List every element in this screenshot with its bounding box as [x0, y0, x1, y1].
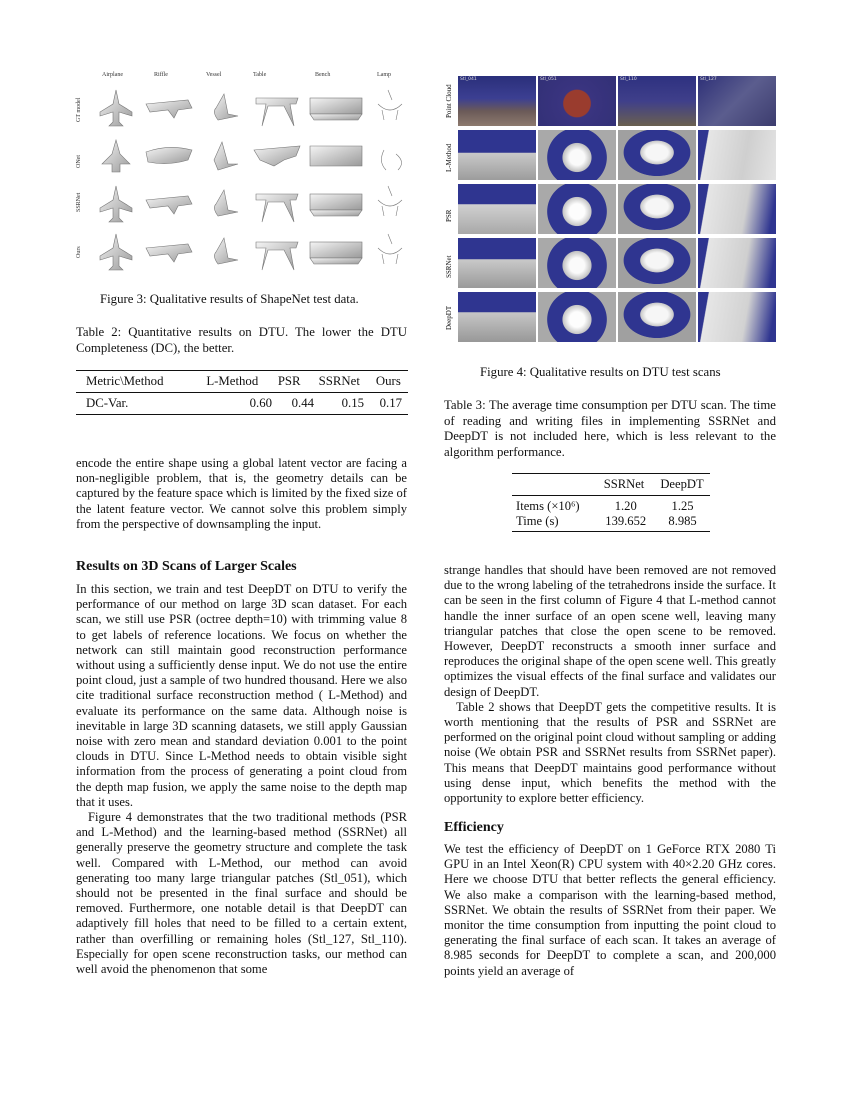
figure-4 [445, 76, 777, 346]
table-3-cell-items-ssrnet: 1.20 [614, 499, 637, 513]
fig4-ssrnet-stl127 [698, 238, 776, 288]
fig4-tag-stl051: Stl_051 [540, 77, 557, 82]
table-3-cell-items-label: Items (×10⁶) [516, 499, 580, 513]
fig3-row-onet: ONet [76, 155, 82, 168]
fig4-row-deepdt: DeepDT [445, 305, 453, 330]
table-2 [76, 370, 408, 415]
fig4-row-ssrnet: SSRNet [445, 255, 453, 278]
table-3-cell-items-deepdt: 1.25 [671, 499, 694, 513]
table-3-cell-time-deepdt: 8.985 [668, 514, 697, 528]
fig4-lmethod-stl051 [538, 130, 616, 180]
fig3-col-lamp: Lamp [377, 72, 391, 78]
fig3-row-ssrnet: SSRNet [76, 192, 82, 212]
table-2-cell-ours: 0.17 [379, 396, 402, 410]
fig4-deepdt-stl110 [618, 292, 696, 342]
right-column-body [444, 563, 776, 806]
fig4-row-lmethod: L-Method [445, 143, 453, 172]
fig4-lmethod-stl110 [618, 130, 696, 180]
fig4-psr-stl110 [618, 184, 696, 234]
fig4-tag-stl110: Stl_110 [620, 77, 637, 82]
fig4-deepdt-stl041 [458, 292, 536, 342]
fig4-lmethod-stl127 [698, 130, 776, 180]
figure-3-caption: Figure 3: Qualitative results of ShapeNet test data. [100, 292, 359, 306]
table-2-cell-metric: DC-Var. [86, 396, 129, 410]
table-2-cell-psr: 0.44 [291, 396, 314, 410]
fig3-col-vessel: Vessel [206, 72, 222, 78]
fig3-col-table: Table [253, 72, 267, 78]
table-2-caption: Table 2: Quantitative results on DTU. The lower the DTU Completeness (DC), the better. [76, 325, 407, 355]
fig4-ssrnet-stl051 [538, 238, 616, 288]
figure-4-caption: Figure 4: Qualitative results on DTU test scans [480, 365, 721, 379]
fig4-pointcloud-stl127 [698, 76, 776, 126]
table-3 [512, 473, 710, 532]
figure-3 [76, 72, 416, 282]
section-large-scales-body [76, 582, 407, 977]
table-3-cell-time-label: Time (s) [516, 514, 559, 528]
fig3-col-bench: Bench [315, 72, 331, 78]
table-3-row-time [512, 514, 710, 532]
left-para-1-text: encode the entire shape using a global latent vector are facing a non-negligible problem, that is, the geometry details can be captured by the feature space which is limited by the fixed size of the latent feature vector. We cannot solve this problem simply from the perspective of downsampling the input. [76, 456, 407, 531]
efficiency-para-1: We test the efficiency of DeepDT on 1 GeForce RTX 2080 Ti GPU in an Intel Xeon(R) CPU system with 40×2.20 GHz cores. Here we choose DTU that better reflects the general efficiency. We also make a comparison with the learning-based method, SSRNet. We obtain the results of SSRNet from their paper. We monitor the time consumption from inputting the point cloud to generating the final surface of each scan. It takes an average of 8.985 seconds for DeepDT to complete a scan, and 200,000 points yield an average of [444, 842, 776, 978]
fig4-deepdt-stl051 [538, 292, 616, 342]
fig3-col-riffle: Riffle [154, 72, 168, 78]
fig4-psr-stl127 [698, 184, 776, 234]
fig4-row-point-cloud: Point Cloud [445, 84, 453, 118]
table-3-caption: Table 3: The average time consumption per DTU scan. The time of reading and writing files in implementing SSRNet and DeepDT is not included here, which is less relevant to the algorithm performance. [444, 398, 776, 459]
fig4-row-psr: PSR [445, 209, 453, 222]
fig4-psr-stl051 [538, 184, 616, 234]
fig3-col-airplane: Airplane [102, 72, 123, 78]
table-3-header [512, 473, 710, 496]
table-2-head-ssrnet: SSRNet [318, 374, 360, 388]
table-2-head-lmethod: L-Method [206, 374, 259, 388]
table-3-row-items [512, 496, 710, 514]
table-2-cell-lmethod: 0.60 [249, 396, 272, 410]
table-2-row [76, 393, 408, 415]
table-3-head-deepdt: DeepDT [660, 477, 704, 491]
table-3-head-ssrnet: SSRNet [603, 477, 645, 491]
section-title-efficiency: Efficiency [444, 820, 504, 835]
section-efficiency-body [444, 842, 776, 979]
table-2-head-metric: Metric\Method [86, 374, 164, 388]
table-2-header [76, 370, 408, 393]
table-3-head-empty [512, 477, 594, 492]
fig4-tag-stl041: Stl_041 [460, 77, 477, 82]
right-para-2: Table 2 shows that DeepDT gets the competitive results. It is worth mentioning that the results of PSR and SSRNet are performed on the original point cloud without sampling or adding noise (We obtain PSR and SSRNet results from SSRNet paper). This means that DeepDT maintains good performance without using dense input, which benefits the method with the opportunity to explore better efficiency. [444, 699, 776, 806]
fig4-pointcloud-stl110 [618, 76, 696, 126]
fig3-shape-grid [88, 82, 418, 282]
fig4-lmethod-stl041 [458, 130, 536, 180]
fig4-psr-stl041 [458, 184, 536, 234]
fig4-deepdt-stl127 [698, 292, 776, 342]
fig4-tag-stl127: Stl_127 [700, 77, 717, 82]
fig4-ssrnet-stl041 [458, 238, 536, 288]
large-scales-para-2: Figure 4 demonstrates that the two traditional methods (PSR and L-Method) and the learning-based method (SSRNet) all generally preserve the geometry structure and complete the task well. Compared with L-Method, our method can avoid generating too many large triangular patches (Stl_051), which should not be presented in the final surface and should be removed. Furthermore, one notable detail is that DeepDT can adaptively fill holes that need to be filled to a certain extent, rather than overfilling or remaining holes (Stl_127, Stl_110). Especially for open scene reconstruction tasks, our method can well avoid the phenomenon that some [76, 810, 407, 977]
right-para-1: strange handles that should have been removed are not removed due to the wrong labeling of the tetrahedrons inside the surface. It can be seen in the first column of Figure 4 that L-method cannot handle the inner surface of an open scene well, leaving many triangular patches that close the open scene to be removed. However, DeepDT reconstructs a smooth inner surface and reproduces the original shape of the open scene well. This greatly optimizes the visual effects of the final surface and validates our design of DeepDT. [444, 563, 776, 699]
section-title-large-scales: Results on 3D Scans of Larger Scales [76, 559, 297, 574]
left-paragraph-1 [76, 456, 407, 532]
table-2-head-psr: PSR [277, 374, 301, 388]
fig4-pointcloud-stl041 [458, 76, 536, 126]
table-2-cell-ssrnet: 0.15 [341, 396, 364, 410]
fig3-row-gt-model: GT model [76, 97, 82, 122]
table-2-head-ours: Ours [375, 374, 401, 388]
fig4-ssrnet-stl110 [618, 238, 696, 288]
fig4-pointcloud-stl051 [538, 76, 616, 126]
fig3-row-ours: Ours [76, 246, 82, 258]
table-3-cell-time-ssrnet: 139.652 [605, 514, 647, 528]
large-scales-para-1: In this section, we train and test DeepDT on DTU to verify the performance of our method on large 3D scan dataset. For each scan, we still use PSR (octree depth=10) with trimming value 8 to get labels of reference locations. We focus on whether the network can still maintain good reconstruction performance without using a sufficiently dense input. We do not use the entire point cloud, just a sample of two hundred thousand. Here we also cite traditional surface reconstruction method ( L-Method) and evaluate its performance on the same data. Although noise is inevitable in large 3D scanning datasets, we still apply Gaussian noise with zero mean and standard deviation 0.001 to the point clouds in DTU. Since L-Method needs to obtain visible sight information from the process of generating a point cloud from the depth map fusion, we apply the same noise to the depth map that it uses. [76, 582, 407, 809]
